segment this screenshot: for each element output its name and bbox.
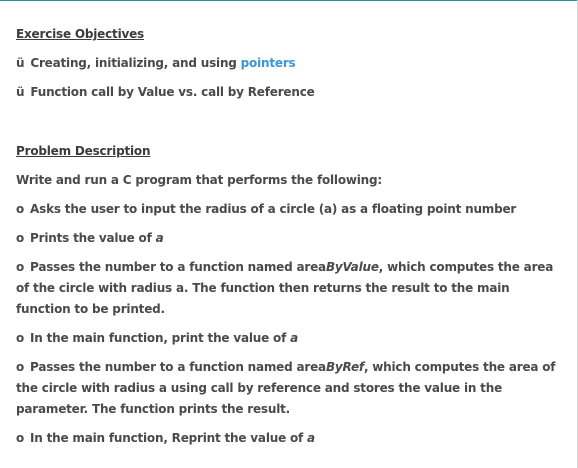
step-text: In the main function, Reprint the value of (30, 431, 308, 445)
objective-item (16, 82, 561, 103)
objective-text: Creating, initializing, and using (30, 56, 241, 70)
variable-a: a (155, 231, 164, 245)
section-spacer (16, 103, 561, 141)
circle-bullet-icon: o (16, 331, 25, 345)
step-text-continued: , which computes the area of the circle with radius a. The function then returns the result to the main function to be printed. (16, 260, 554, 316)
top-border-line (0, 0, 578, 1)
pointers-keyword: pointers (240, 56, 296, 70)
step-text: In the main function, print the value of (30, 331, 291, 345)
step-item (16, 357, 561, 420)
step-item (16, 257, 561, 320)
variable-a: a (290, 331, 298, 345)
checkmark-bullet-icon: ü (16, 56, 25, 70)
step-item (16, 228, 561, 249)
step-item (16, 328, 561, 349)
objective-text: Function call by Value vs. call by Reference (30, 85, 315, 99)
step-text: Passes the number to a function named area (30, 360, 326, 374)
problem-heading: Problem Description (16, 144, 151, 158)
variable-a: a (307, 431, 315, 445)
checkmark-bullet-icon: ü (16, 85, 25, 99)
problem-intro: Write and run a C program that performs the following: (16, 173, 383, 187)
step-text-continued: , which computes the area of the circle with radius a using call by reference and stores the value in the parameter. The function prints the result. (16, 360, 556, 416)
document-body (16, 24, 561, 449)
objectives-heading: Exercise Objectives (16, 27, 144, 41)
circle-bullet-icon: o (16, 202, 25, 216)
step-item (16, 428, 561, 449)
function-name-suffix: ByValue (325, 260, 379, 274)
circle-bullet-icon: o (16, 360, 25, 374)
circle-bullet-icon: o (16, 231, 25, 245)
circle-bullet-icon: o (16, 260, 25, 274)
step-text: Passes the number to a function named area (30, 260, 326, 274)
step-text: Prints the value of (30, 231, 156, 245)
step-item (16, 199, 561, 220)
step-text: Asks the user to input the radius of a circle (a) as a floating point number (30, 202, 517, 216)
function-name-suffix: ByRef (325, 360, 364, 374)
objective-item (16, 53, 561, 74)
circle-bullet-icon: o (16, 431, 25, 445)
